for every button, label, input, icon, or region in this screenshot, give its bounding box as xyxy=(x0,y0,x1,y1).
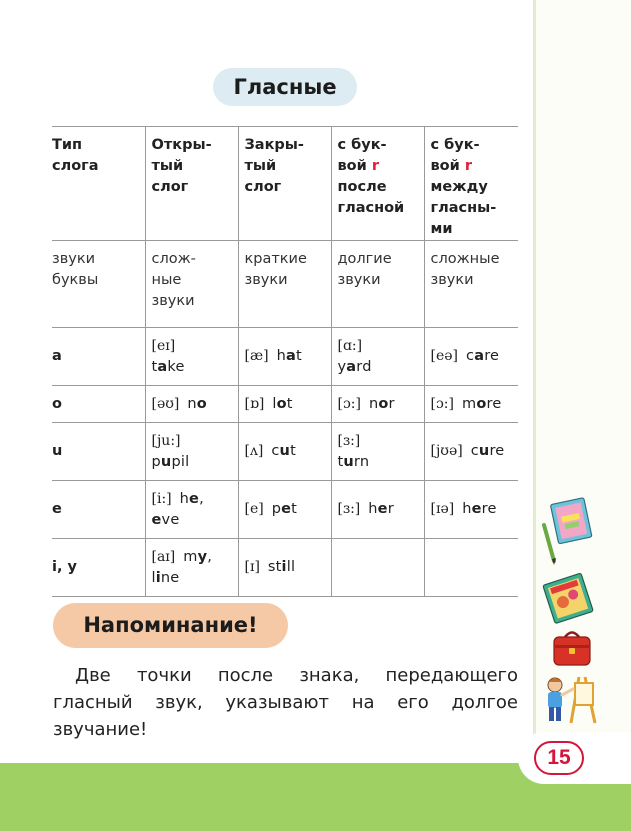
subheader-cell: звуки буквы xyxy=(52,241,145,328)
example-cell: [ɜ:] turn xyxy=(331,423,424,481)
vowel-letter: a xyxy=(52,328,145,386)
example-cell: [æ] hat xyxy=(238,328,331,386)
example-cell: [ɪ] still xyxy=(238,539,331,597)
example-cell: [i:] he, eve xyxy=(145,481,238,539)
table-row xyxy=(52,328,518,386)
header-syllable-type: Тип слога xyxy=(52,127,145,241)
school-bag-icon xyxy=(551,628,593,668)
table-subheader-row xyxy=(52,241,518,328)
vowel-letter: i, y xyxy=(52,539,145,597)
side-margin-stripe xyxy=(533,0,536,831)
vowels-table xyxy=(52,126,518,597)
subheader-cell: долгие звуки xyxy=(331,241,424,328)
example-cell: [ɑ:] yard xyxy=(331,328,424,386)
empty-cell xyxy=(424,539,518,597)
subheader-cell: сложные звуки xyxy=(424,241,518,328)
header-closed-syllable: Закры- тый слог xyxy=(238,127,331,241)
table-header-row xyxy=(52,127,518,241)
page-title: Гласные xyxy=(213,68,357,106)
table-row xyxy=(52,481,518,539)
table-row xyxy=(52,539,518,597)
example-cell: [aɪ] my, line xyxy=(145,539,238,597)
example-cell: [ɒ] lot xyxy=(238,386,331,423)
example-cell: [ɔ:] nor xyxy=(331,386,424,423)
vowel-letter: e xyxy=(52,481,145,539)
example-cell: [e] pet xyxy=(238,481,331,539)
fairy-tale-book-icon xyxy=(542,570,596,626)
subheader-cell: слож-ные звуки xyxy=(145,241,238,328)
empty-cell xyxy=(331,539,424,597)
example-cell: [jʊə] cure xyxy=(424,423,518,481)
example-cell: [ɔ:] more xyxy=(424,386,518,423)
example-cell: [ɜ:] her xyxy=(331,481,424,539)
reminder-heading: Напоминание! xyxy=(53,603,288,648)
table-row xyxy=(52,423,518,481)
table-row xyxy=(52,386,518,423)
subheader-cell: краткие звуки xyxy=(238,241,331,328)
header-r-between-vowels: с бук- вой r между гласны- ми xyxy=(424,127,518,241)
example-cell: [əʊ] no xyxy=(145,386,238,423)
reminder-text: Две точки после знака, передающего гласный звук, указывают на его долгое звучание! xyxy=(53,665,518,740)
example-cell: [eə] care xyxy=(424,328,518,386)
vowel-letter: u xyxy=(52,423,145,481)
header-r-after-vowel: с бук- вой r после гласной xyxy=(331,127,424,241)
vowel-letter: o xyxy=(52,386,145,423)
example-cell: [eɪ] take xyxy=(145,328,238,386)
example-cell: [ju:] pupil xyxy=(145,423,238,481)
child-easel-icon xyxy=(541,673,599,725)
books-pencil-icon xyxy=(540,495,594,567)
header-open-syllable: Откры- тый слог xyxy=(145,127,238,241)
example-cell: [ʌ] cut xyxy=(238,423,331,481)
page-number: 15 xyxy=(534,741,584,775)
example-cell: [ɪə] here xyxy=(424,481,518,539)
